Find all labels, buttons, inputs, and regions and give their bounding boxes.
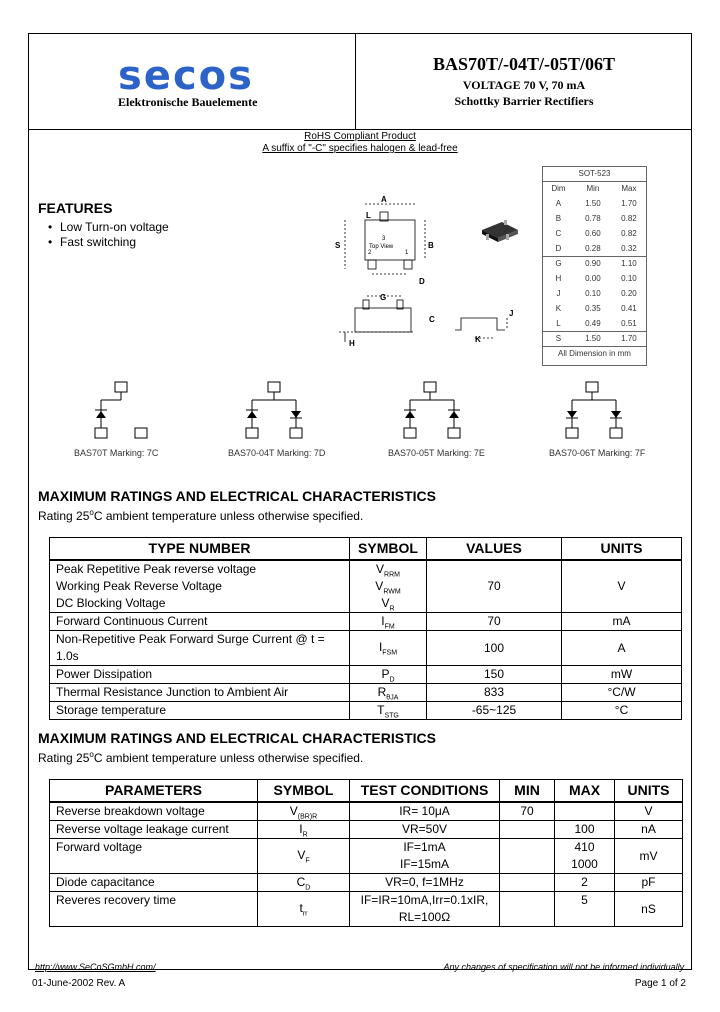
symbol-subscript: (BR)R xyxy=(297,812,318,820)
dim-value: 0.78 xyxy=(585,214,601,223)
table-cell xyxy=(350,665,427,683)
dim-value: 0.32 xyxy=(621,243,637,253)
parameter-name: Reverse voltage leakage current xyxy=(56,821,229,836)
footer-date: 01-June-2002 Rev. A xyxy=(32,978,126,989)
table-cell xyxy=(50,802,258,821)
symbol-letter: V xyxy=(375,578,384,593)
dim-label-s: S xyxy=(335,241,341,250)
parameter-name: Thermal Resistance Junction to Ambient Air xyxy=(56,684,289,699)
test-condition: IR= 10μA xyxy=(399,803,450,818)
dim-value: 0.82 xyxy=(621,214,637,223)
unit-value: nS xyxy=(615,891,683,926)
dim-code: C xyxy=(555,229,562,238)
schematic-bas70-04t xyxy=(240,380,320,442)
table-cell xyxy=(555,802,615,821)
table-row xyxy=(50,802,683,821)
schematic-bas70-06t xyxy=(560,380,640,442)
rating-unit: V xyxy=(562,560,682,613)
section-title: MAXIMUM RATINGS AND ELECTRICAL CHARACTERISTICS xyxy=(38,730,436,746)
symbol-subscript: F xyxy=(305,857,310,865)
rating-value: 70 xyxy=(427,560,562,613)
table-cell xyxy=(50,838,258,873)
table-row xyxy=(50,560,682,613)
rating-value: 100 xyxy=(427,630,562,665)
dim-value: 1.70 xyxy=(621,199,637,208)
parameter-name: Forward voltage xyxy=(56,839,143,854)
symbol-letter: C xyxy=(296,874,306,889)
dim-code: H xyxy=(555,274,562,283)
table-row xyxy=(50,665,682,683)
dim-value: 0.90 xyxy=(575,256,611,271)
table-cell xyxy=(350,612,427,630)
parameter-name: DC Blocking Voltage xyxy=(56,595,166,610)
rating-unit: A xyxy=(562,630,682,665)
rating-value: 833 xyxy=(427,683,562,701)
min-value xyxy=(506,856,548,873)
dim-label-l: L xyxy=(366,211,371,220)
table-cell xyxy=(258,820,350,838)
table-cell xyxy=(50,665,350,683)
parameter-name: Power Dissipation xyxy=(56,666,153,681)
dimension-package-name: SOT-523 xyxy=(578,168,611,178)
schematic-bas70-05t xyxy=(398,380,478,442)
table-cell xyxy=(500,873,555,891)
dim-value: 1.50 xyxy=(585,199,601,208)
min-value: 70 xyxy=(520,803,534,818)
min-value xyxy=(506,892,548,909)
table-row xyxy=(50,630,682,665)
brand-subtitle: Elektronische Bauelemente xyxy=(118,95,258,109)
dim-value: 0.20 xyxy=(621,289,637,298)
package-3d-icon xyxy=(476,212,524,250)
col-header: MAX xyxy=(555,780,615,802)
symbol-letter: I xyxy=(299,821,303,836)
dim-label-a: A xyxy=(381,195,387,204)
pin-2-label: 2 xyxy=(368,250,372,256)
section-subtitle: Rating 25$^o$C ambient temperature unless otherwise specified. xyxy=(38,508,364,523)
dim-value: 0.49 xyxy=(585,318,601,328)
symbol-letter: V xyxy=(289,803,298,818)
dim-label-d: D xyxy=(419,277,425,286)
max-value: 1000 xyxy=(571,856,598,871)
dim-code: S xyxy=(542,331,575,346)
feature-item: • Fast switching xyxy=(48,235,137,249)
dim-code: B xyxy=(555,214,562,223)
parameter-name: Forward Continuous Current xyxy=(56,613,208,628)
max-value: 2 xyxy=(581,874,588,889)
parameter-name: 1.0s xyxy=(56,648,79,663)
table-cell xyxy=(350,560,427,613)
table-cell xyxy=(350,701,427,719)
table-row xyxy=(50,891,683,926)
dim-value: 0.51 xyxy=(621,318,637,328)
symbol-subscript: STG xyxy=(384,711,399,719)
rating-value: -65~125 xyxy=(427,701,562,719)
pin-3-label: 3 xyxy=(382,236,386,242)
table-cell xyxy=(555,873,615,891)
unit-value: V xyxy=(615,802,683,821)
test-condition: VR=50V xyxy=(401,821,448,836)
min-value xyxy=(506,839,548,856)
brand-logo: secos xyxy=(118,53,254,99)
parameter-name: Working Peak Reverse Voltage xyxy=(56,578,222,593)
footer-page: Page 1 of 2 xyxy=(634,978,686,989)
marking-label: BAS70-05T Marking: 7E xyxy=(388,448,485,458)
dim-header: Min xyxy=(575,181,611,196)
table-cell xyxy=(555,820,615,838)
table-cell xyxy=(50,612,350,630)
table-cell xyxy=(50,560,350,613)
dim-code: L xyxy=(556,318,561,328)
table-cell xyxy=(50,820,258,838)
table-cell xyxy=(50,873,258,891)
ratings-table xyxy=(49,537,682,720)
test-condition: IF=1mA xyxy=(403,839,446,854)
marking-label: BAS70T Marking: 7C xyxy=(74,448,159,458)
rating-value: 150 xyxy=(427,665,562,683)
device-type: Schottky Barrier Rectifiers xyxy=(454,94,594,108)
rohs-line: RoHS Compliant Product xyxy=(304,131,416,142)
symbol-letter: t xyxy=(299,901,303,915)
rating-unit: °C xyxy=(562,701,682,719)
footer-notice: Any changes of specification will not be informed individually. xyxy=(443,962,686,972)
rating-unit: mW xyxy=(562,665,682,683)
part-number-title: BAS70T/-04T/-05T/06T xyxy=(432,54,616,74)
feature-item: • Low Turn-on voltage xyxy=(48,220,169,234)
min-value xyxy=(506,821,548,838)
unit-value: pF xyxy=(615,873,683,891)
table-cell xyxy=(50,683,350,701)
dim-value: 1.70 xyxy=(611,331,647,346)
symbol-subscript: RRM xyxy=(384,570,400,578)
marking-label: BAS70-04T Marking: 7D xyxy=(228,448,326,458)
dim-value: 0.60 xyxy=(585,229,601,238)
test-condition: IF=IR=10mA,Irr=0.1xIR, xyxy=(360,892,489,907)
table-row xyxy=(50,820,683,838)
table-cell xyxy=(500,838,555,873)
dim-code: A xyxy=(555,199,562,208)
dimension-note: All Dimension in mm xyxy=(542,346,647,361)
symbol-letter: P xyxy=(381,666,390,681)
table-cell xyxy=(500,891,555,926)
dim-label-b: B xyxy=(428,241,434,250)
top-view-label: Top View xyxy=(369,244,394,250)
col-header: UNITS xyxy=(562,538,682,560)
table-cell xyxy=(50,891,258,926)
col-header: UNITS xyxy=(615,780,683,802)
table-row xyxy=(50,701,682,719)
table-row xyxy=(50,612,682,630)
symbol-letter: I xyxy=(378,640,383,654)
table-cell xyxy=(555,891,615,926)
header-divider xyxy=(28,129,692,130)
dim-value: 1.50 xyxy=(575,331,611,346)
dim-header: Dim xyxy=(542,181,575,196)
dim-code: D xyxy=(555,243,562,253)
parameter-name: Storage temperature xyxy=(56,702,167,717)
symbol-subscript: FSM xyxy=(382,649,398,657)
parameter-name: Diode capacitance xyxy=(56,874,155,889)
dim-label-k: K xyxy=(475,335,481,344)
symbol-letter: V xyxy=(381,595,390,610)
parameter-name: Reveres recovery time xyxy=(56,892,177,907)
schematic-bas70t xyxy=(85,380,165,442)
unit-value: nA xyxy=(615,820,683,838)
rating-unit: mA xyxy=(562,612,682,630)
symbol-subscript: D xyxy=(389,675,395,683)
dim-value: 0.35 xyxy=(585,304,601,313)
dim-label-j: J xyxy=(509,309,514,318)
symbol-letter: V xyxy=(376,561,385,576)
max-value: 100 xyxy=(574,821,595,836)
symbol-letter: T xyxy=(377,702,385,717)
dim-label-h: H xyxy=(349,339,355,348)
table-cell xyxy=(258,891,350,926)
table-cell xyxy=(350,873,500,891)
footer-url[interactable]: http://www.SeCoSGmbH.com/ xyxy=(35,962,156,972)
symbol-subscript: rr xyxy=(302,910,308,918)
dim-value: 0.41 xyxy=(621,304,637,313)
table-cell xyxy=(555,838,615,873)
symbol-subscript: R xyxy=(302,830,308,838)
table-cell xyxy=(50,630,350,665)
dim-value: 1.10 xyxy=(611,256,647,271)
table-cell xyxy=(500,802,555,821)
max-value xyxy=(561,803,608,820)
table-row xyxy=(50,873,683,891)
symbol-letter: I xyxy=(381,613,385,628)
max-value: 5 xyxy=(581,892,588,907)
symbol-subscript: θJA xyxy=(386,693,399,701)
dim-value: 0.00 xyxy=(585,274,601,283)
section-subtitle: Rating 25$^o$C ambient temperature unless otherwise specified. xyxy=(38,750,364,765)
halogen-line: A suffix of "-C" specifies halogen & lead-free xyxy=(262,143,458,154)
table-row xyxy=(50,838,683,873)
col-header: SYMBOL xyxy=(258,780,350,802)
table-cell xyxy=(258,873,350,891)
marking-label: BAS70-06T Marking: 7F xyxy=(549,448,646,458)
symbol-subscript: R xyxy=(389,604,395,612)
col-header: TEST CONDITIONS xyxy=(350,780,500,802)
table-cell xyxy=(350,802,500,821)
min-value xyxy=(506,909,548,926)
symbol-subscript: D xyxy=(305,883,311,891)
col-header: MIN xyxy=(500,780,555,802)
table-cell xyxy=(50,701,350,719)
parameter-name: Non-Repetitive Peak Forward Surge Current @ t = xyxy=(56,631,325,646)
symbol-letter: R xyxy=(377,684,387,699)
test-condition: IF=15mA xyxy=(399,856,450,871)
dim-label-g: G xyxy=(380,293,387,302)
table-cell xyxy=(258,838,350,873)
dim-code: J xyxy=(556,289,561,298)
test-condition: VR=0, f=1MHz xyxy=(385,874,464,889)
table-cell xyxy=(258,802,350,821)
table-cell xyxy=(500,820,555,838)
col-header: VALUES xyxy=(427,538,562,560)
dim-code: K xyxy=(555,304,562,313)
section-title: MAXIMUM RATINGS AND ELECTRICAL CHARACTERISTICS xyxy=(38,488,436,504)
unit-value: mV xyxy=(615,838,683,873)
voltage-rating: VOLTAGE 70 V, 70 mA xyxy=(462,78,586,92)
rating-unit: °C/W xyxy=(562,683,682,701)
table-row xyxy=(50,683,682,701)
symbol-letter: V xyxy=(297,848,306,862)
characteristics-table xyxy=(49,779,683,927)
dim-label-c: C xyxy=(429,315,435,324)
symbol-subscript: FM xyxy=(384,622,395,630)
rating-value: 70 xyxy=(427,612,562,630)
parameter-name: Reverse breakdown voltage xyxy=(56,803,205,818)
test-condition: RL=100Ω xyxy=(398,909,451,924)
dim-value: 0.10 xyxy=(585,289,601,298)
dim-value: 0.28 xyxy=(585,243,601,253)
min-value xyxy=(506,874,548,891)
dim-value: 0.10 xyxy=(621,274,637,283)
parameter-name: Peak Repetitive Peak reverse voltage xyxy=(56,561,257,576)
table-cell xyxy=(350,683,427,701)
dimension-table xyxy=(542,166,647,361)
col-header: PARAMETERS xyxy=(50,780,258,802)
dim-header: Max xyxy=(611,181,647,196)
table-cell xyxy=(350,891,500,926)
max-value: 410 xyxy=(574,839,595,854)
col-header: SYMBOL xyxy=(350,538,427,560)
table-cell xyxy=(350,820,500,838)
symbol-subscript: RWM xyxy=(383,587,401,595)
pin-1-label: 1 xyxy=(405,250,409,256)
col-header: TYPE NUMBER xyxy=(50,538,350,560)
table-cell xyxy=(350,630,427,665)
table-cell xyxy=(350,838,500,873)
features-title: FEATURES xyxy=(38,200,113,216)
max-value xyxy=(561,909,608,926)
dim-code: G xyxy=(542,256,575,271)
dim-value: 0.82 xyxy=(621,229,637,238)
